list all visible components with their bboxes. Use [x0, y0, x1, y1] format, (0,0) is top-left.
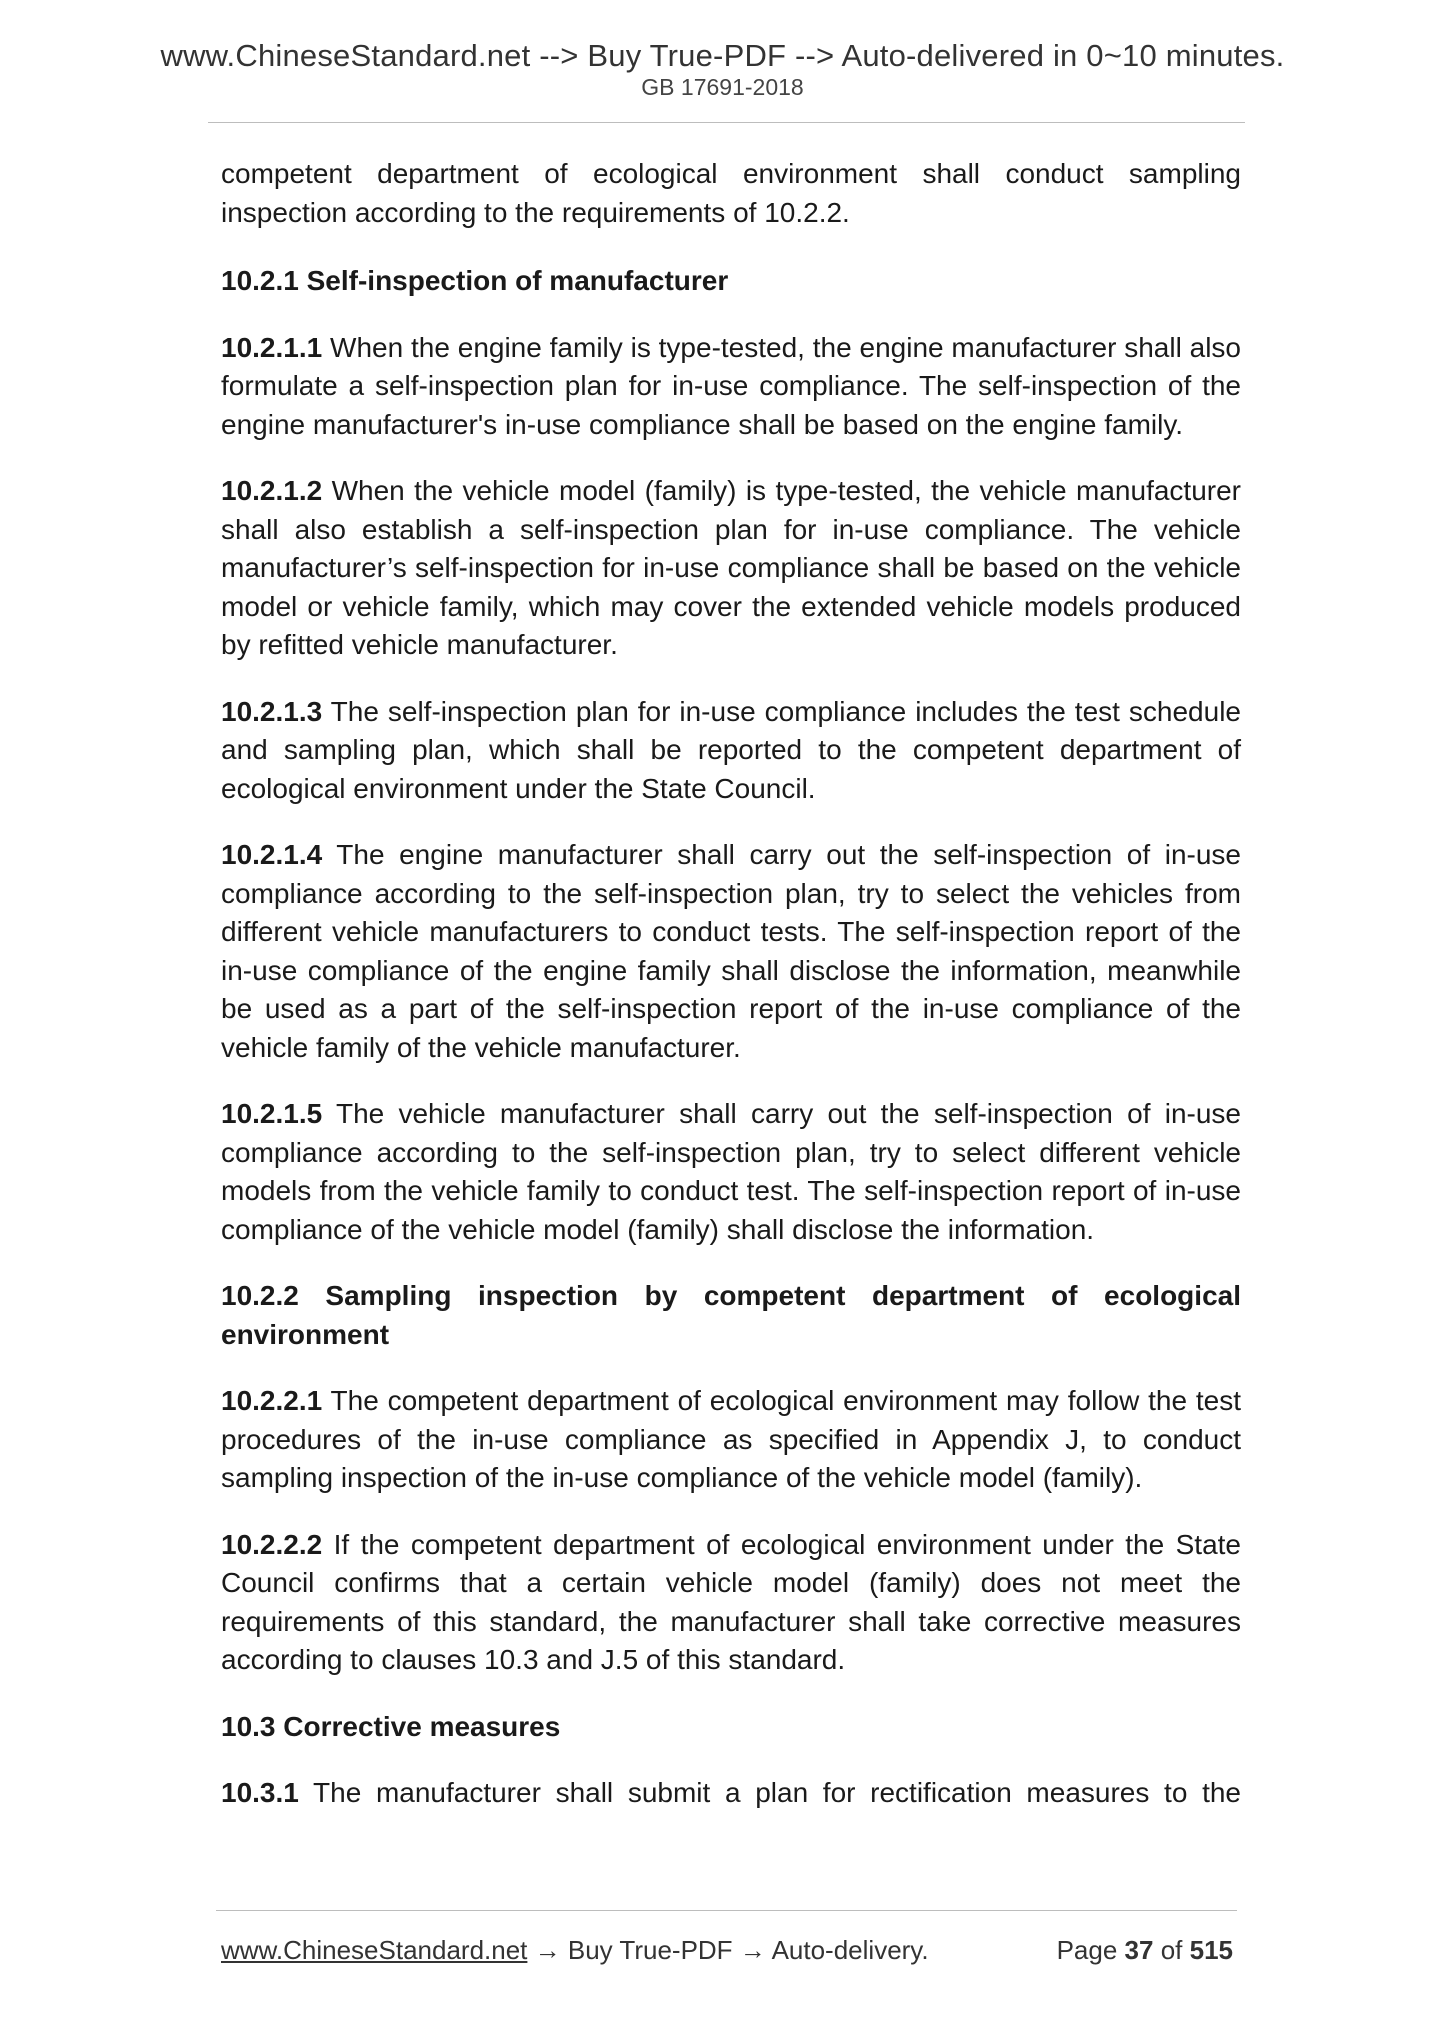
clause-10-2-2-2: [221, 1526, 1241, 1680]
clause-10-2-1-4: [221, 836, 1241, 1067]
clause-number: 10.2.2.2: [221, 1528, 323, 1560]
page-footer: [221, 1932, 1233, 1968]
clause-10-2-1-3: [221, 693, 1241, 809]
clause-text: The self-inspection plan for in-use compliance includes the test schedule and sampling plan, which shall be reported to the competent department of ecological environment under the State Council.: [221, 695, 1241, 804]
clause-number: 10.2.2.1: [221, 1385, 323, 1416]
clause-number: 10.2.1.4: [221, 839, 323, 870]
section-heading-10-2-1: 10.2.1 Self-inspection of manufacturer: [221, 265, 729, 296]
page-label: Page: [1056, 1935, 1125, 1965]
clause-number: 10.2.1.5: [221, 1098, 323, 1129]
document-body: [221, 155, 1241, 1841]
page-indicator: [1057, 1932, 1233, 1968]
header-standard-code: GB 17691-2018: [641, 74, 804, 100]
clause-text: When the vehicle model (family) is type-tested, the vehicle manufacturer shall also establish a self-inspection plan for in-use compliance. The vehicle manufacturer’s self-inspection for in-use compliance shall be based on the vehicle model or vehicle family, which may cover the extended vehicle models produced by refitted vehicle manufacturer.: [221, 475, 1241, 660]
clause-10-2-1-2: [221, 472, 1241, 665]
page-number: 37: [1124, 1935, 1154, 1965]
clause-10-2-2-1: [221, 1382, 1241, 1498]
footer-promo-text: → Buy True-PDF → Auto-delivery.: [527, 1935, 929, 1965]
section-heading-10-2-2: 10.2.2 Sampling inspection by competent department of ecological environment: [221, 1280, 1241, 1350]
clause-10-2-1-1: [221, 329, 1241, 445]
clause-text: The manufacturer shall submit a plan for rectification measures to the: [298, 1777, 1241, 1808]
clause-text: If the competent department of ecological environment under the State Council confirms that a certain vehicle model (family) does not meet the requirements of this standard, the manufacturer shall take corrective measures according to clauses 10.3 and J.5 of this standard.: [221, 1528, 1241, 1675]
page-total: 515: [1189, 1935, 1233, 1965]
clause-number: 10.2.1.3: [221, 695, 323, 727]
footer-divider: [216, 1910, 1237, 1911]
clause-text: The competent department of ecological environment may follow the test procedures of the in-use compliance as specified in Appendix J, to conduct sampling inspection of the in-use compliance of the vehicle model (family).: [221, 1385, 1241, 1493]
clause-text: The engine manufacturer shall carry out the self-inspection of in-use compliance according to the self-inspection plan, try to select the vehicles from different vehicle manufacturers to conduct tests. The self-inspection report of the in-use compliance of the engine family shall disclose the information, meanwhile be used as a part of the self-inspection report of the in-use compliance of the vehicle family of the vehicle manufacturer.: [221, 839, 1241, 1063]
header-site-banner: www.ChineseStandard.net --> Buy True-PDF --> Auto-delivered in 0~10 minutes.: [160, 38, 1285, 73]
footer-promo: [221, 1932, 929, 1968]
clause-text: The vehicle manufacturer shall carry out the self-inspection of in-use compliance according to the self-inspection plan, try to select different vehicle models from the vehicle family to conduct test. The self-inspection report of in-use compliance of the vehicle model (family) shall disclose the information.: [221, 1098, 1241, 1245]
paragraph-text: competent department of ecological environment shall conduct sampling inspection according to the requirements of 10.2.2.: [221, 158, 1241, 228]
page-of-label: of: [1153, 1935, 1190, 1965]
header-divider: [208, 122, 1245, 123]
section-heading-10-3: 10.3 Corrective measures: [221, 1710, 561, 1742]
paragraph-continuation: [221, 155, 1241, 232]
clause-number: 10.2.1.2: [221, 475, 323, 506]
clause-10-2-1-5: [221, 1095, 1241, 1249]
clause-text: When the engine family is type-tested, the engine manufacturer shall also formulate a self-inspection plan for in-use compliance. The self-inspection of the engine manufacturer's in-use compliance shall be based on the engine family.: [221, 331, 1241, 440]
clause-10-3-1: [221, 1774, 1241, 1813]
clause-number: 10.2.1.1: [221, 331, 323, 363]
clause-number: 10.3.1: [221, 1777, 299, 1808]
footer-site-link[interactable]: www.ChineseStandard.net: [221, 1935, 528, 1965]
